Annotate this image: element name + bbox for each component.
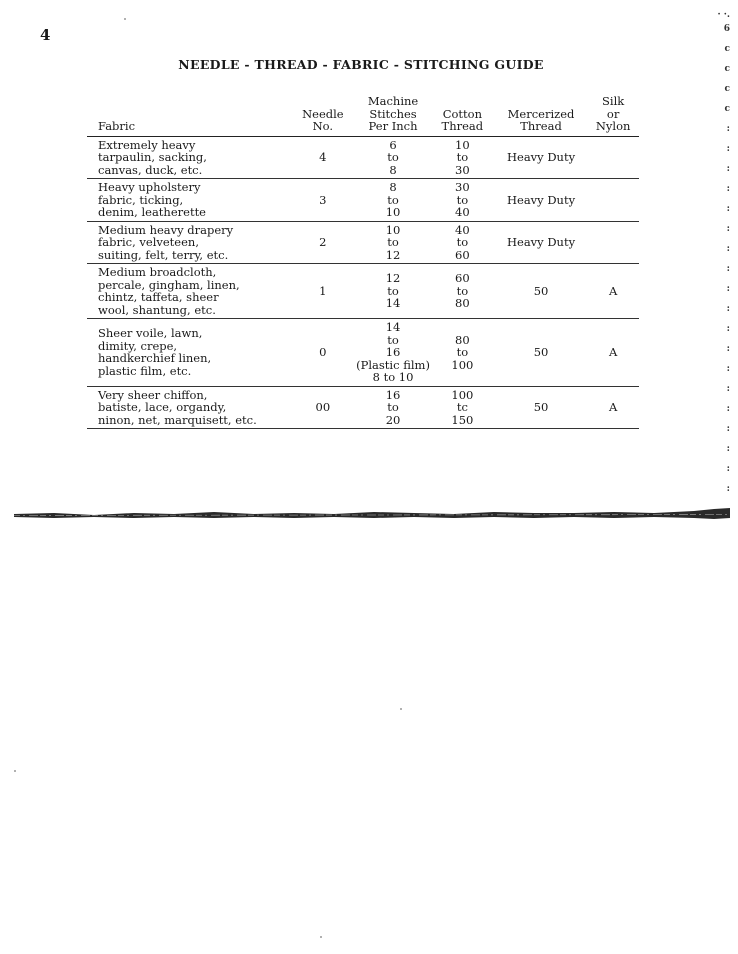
cotton-line: to — [456, 283, 469, 298]
table-row — [87, 319, 639, 387]
table-row — [87, 386, 639, 429]
mercerized-value: Heavy Duty — [506, 150, 576, 164]
cotton-line: to — [456, 150, 469, 164]
cotton-line: to — [456, 235, 469, 249]
stitches-cell — [356, 136, 430, 179]
header-line: Fabric — [98, 119, 136, 133]
stitches-cell — [356, 386, 430, 429]
stitches-line: to — [387, 235, 399, 249]
fabric-cell — [87, 386, 290, 429]
header-line: Nylon — [595, 119, 631, 133]
margin-marks: · ·. 6 c c c c : : : : : : : : : : : : : : : : : : : — [717, 10, 730, 494]
cotton-line: tc — [456, 400, 468, 414]
mercerized-value: Heavy Duty — [506, 235, 576, 249]
cotton-line: 30 — [455, 162, 470, 177]
silk-cell — [587, 264, 639, 319]
header-line: Cotton — [442, 106, 482, 121]
mercerized-cell — [495, 179, 588, 222]
stitches-cell — [356, 319, 430, 387]
needle-cell — [290, 221, 357, 264]
needle-value: 2 — [319, 235, 327, 249]
fabric-cell — [87, 136, 290, 179]
stitches-line: to — [387, 150, 399, 164]
cotton-line: 60 — [455, 271, 470, 286]
header-needle — [290, 95, 357, 136]
fabric-cell — [87, 264, 290, 319]
fabric-line: tarpaulin, sacking, — [98, 150, 207, 164]
fabric-line: Very sheer chiffon, — [98, 387, 208, 402]
paper-speck — [14, 770, 16, 772]
header-silk — [587, 95, 639, 136]
cotton-line: 80 — [455, 296, 470, 311]
header-line: Needle — [302, 106, 344, 121]
stitches-cell — [356, 221, 430, 264]
cotton-line: 80 — [455, 332, 470, 347]
header-line: Mercerized — [507, 106, 575, 121]
fabric-line: plastic film, etc. — [98, 363, 192, 378]
mercerized-cell — [495, 319, 588, 387]
stitches-line: 14 — [385, 320, 401, 334]
header-line: Per Inch — [368, 119, 418, 133]
fabric-line: Medium heavy drapery — [98, 222, 234, 237]
mercerized-cell — [495, 264, 588, 319]
stitches-line: to — [387, 400, 399, 414]
stitches-line: to — [387, 192, 399, 207]
stitches-line: 10 — [385, 222, 401, 237]
fabric-cell — [87, 221, 290, 264]
silk-cell — [587, 221, 639, 264]
stitches-line: 8 — [389, 180, 397, 194]
fabric-line: dimity, crepe, — [98, 338, 178, 353]
cotton-cell — [430, 319, 495, 387]
stitches-line: 16 — [385, 387, 401, 402]
mercerized-cell — [495, 221, 588, 264]
fabric-line: denim, leatherette — [98, 205, 206, 219]
silk-value: A — [608, 283, 618, 298]
stitches-cell — [356, 179, 430, 222]
stitches-line: to — [387, 332, 399, 347]
needle-value: 0 — [319, 345, 327, 359]
header-cotton — [430, 95, 495, 136]
stitches-line: 8 — [389, 162, 397, 177]
cotton-line: 100 — [451, 357, 474, 372]
silk-cell — [587, 319, 639, 387]
fabric-line: Sheer voile, lawn, — [98, 326, 203, 341]
needle-cell — [290, 319, 357, 387]
stitches-line: to — [387, 283, 399, 298]
fabric-line: handkerchief linen, — [98, 351, 212, 366]
header-mercerized — [495, 95, 588, 136]
stitches-line: 10 — [385, 205, 401, 219]
mercerized-cell — [495, 386, 588, 429]
fabric-line: chintz, taffeta, sheer — [98, 290, 219, 304]
table-row — [87, 221, 639, 264]
header-fabric — [87, 95, 290, 136]
fabric-cell — [87, 179, 290, 222]
needle-value: 4 — [319, 150, 327, 164]
needle-cell — [290, 136, 357, 179]
silk-cell — [587, 136, 639, 179]
page-number: 4 — [40, 26, 51, 44]
cotton-line: to — [456, 345, 469, 359]
fabric-line: fabric, ticking, — [98, 192, 184, 207]
header-line: Stitches — [369, 106, 417, 121]
cotton-cell — [430, 221, 495, 264]
fabric-line: suiting, felt, terry, etc. — [98, 247, 229, 262]
cotton-line: 100 — [451, 387, 474, 402]
needle-value: 1 — [319, 283, 327, 298]
mercerized-cell — [495, 136, 588, 179]
stitches-line: 14 — [385, 296, 401, 311]
needle-cell — [290, 179, 357, 222]
silk-value: A — [608, 400, 618, 414]
stitching-guide-table — [87, 95, 639, 429]
stitches-line: 12 — [385, 271, 401, 286]
mercerized-value: 50 — [533, 400, 549, 414]
cotton-line: 40 — [455, 222, 470, 237]
silk-cell — [587, 179, 639, 222]
fabric-cell — [87, 319, 290, 387]
stitches-line: 16 — [385, 345, 401, 359]
cotton-line: 60 — [455, 247, 470, 262]
stitches-line: 12 — [385, 247, 401, 262]
header-line: Silk — [602, 94, 625, 108]
stitches-line: 20 — [385, 412, 401, 427]
needle-cell — [290, 264, 357, 319]
fabric-line: Extremely heavy — [98, 137, 196, 152]
mercerized-value: Heavy Duty — [506, 192, 576, 207]
header-line: Thread — [441, 119, 484, 133]
fabric-line: wool, shantung, etc. — [98, 302, 216, 317]
fabric-line: Heavy upholstery — [98, 180, 201, 194]
header-line: Thread — [520, 119, 562, 133]
cotton-line: 10 — [455, 137, 470, 152]
needle-value: 00 — [315, 400, 331, 414]
table-row — [87, 264, 639, 319]
cotton-cell — [430, 386, 495, 429]
header-line: Machine — [367, 94, 419, 108]
torn-edge-bar — [14, 508, 730, 522]
needle-cell — [290, 386, 357, 429]
cotton-line: to — [456, 192, 469, 207]
table-header-row — [87, 95, 639, 136]
paper-speck — [400, 708, 402, 710]
stitches-line: 8 to 10 — [372, 370, 414, 384]
cotton-line: 150 — [451, 412, 474, 427]
header-stitches — [356, 95, 430, 136]
silk-cell — [587, 386, 639, 429]
cotton-cell — [430, 264, 495, 319]
stitches-line: 6 — [389, 137, 397, 152]
header-line: No. — [312, 119, 334, 133]
cotton-line: 40 — [455, 205, 470, 219]
paper-speck — [320, 936, 322, 938]
page-title: NEEDLE - THREAD - FABRIC - STITCHING GUIDE — [178, 57, 544, 72]
table-row — [87, 179, 639, 222]
fabric-line: batiste, lace, organdy, — [98, 400, 227, 414]
paper-speck — [124, 18, 126, 20]
fabric-line: ninon, net, marquisett, etc. — [98, 412, 257, 427]
fabric-line: canvas, duck, etc. — [98, 162, 203, 177]
mercerized-value: 50 — [533, 345, 549, 359]
cotton-cell — [430, 136, 495, 179]
table-row — [87, 136, 639, 179]
table-body — [87, 136, 639, 429]
stitches-cell — [356, 264, 430, 319]
mercerized-value: 50 — [533, 283, 549, 298]
silk-value: A — [608, 345, 618, 359]
cotton-line: 30 — [455, 180, 470, 194]
fabric-line: Medium broadcloth, — [98, 265, 217, 279]
needle-value: 3 — [319, 192, 327, 207]
fabric-line: percale, gingham, linen, — [98, 277, 240, 292]
fabric-line: fabric, velveteen, — [98, 235, 199, 249]
stitches-line: (Plastic film) — [356, 357, 430, 372]
header-line: or — [606, 106, 620, 121]
cotton-cell — [430, 179, 495, 222]
